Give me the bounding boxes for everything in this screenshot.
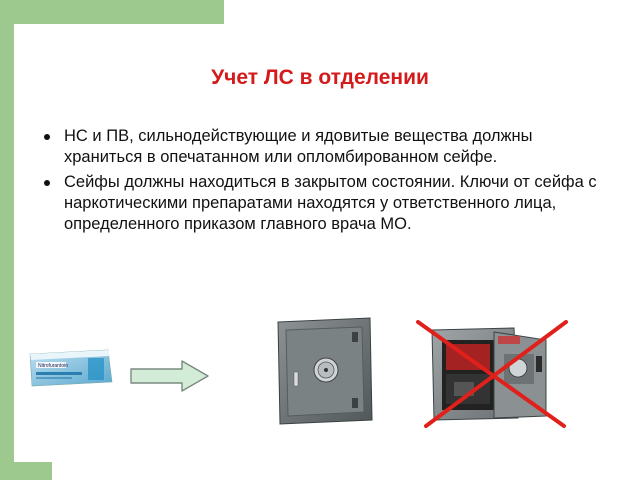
medicine-box-label: Nitrofurantoin (38, 363, 69, 369)
bullet-list (40, 126, 600, 239)
bullet-text: НС и ПВ, сильнодействующие и ядовитые вещества должны храниться в опечатанном или опломбированном сейфе. (64, 127, 533, 166)
bullet-item (40, 126, 600, 168)
bullet-text: Сейфы должны находиться в закрытом состоянии. Ключи от сейфа с наркотическими препаратами находятся у ответственного лица, определенного приказом главного врача МО. (64, 173, 597, 233)
bullet-dot (44, 134, 50, 140)
closed-safe-image (272, 316, 378, 426)
bullet-item (40, 172, 600, 235)
open-safe-image (414, 318, 572, 430)
bullet-dot (44, 180, 50, 186)
frame-top-bar (0, 0, 224, 24)
arrow-icon (130, 360, 210, 392)
slide-title: Учет ЛС в отделении (211, 66, 429, 89)
frame-bottom-bar (0, 462, 52, 480)
medicine-box-image (28, 348, 114, 388)
